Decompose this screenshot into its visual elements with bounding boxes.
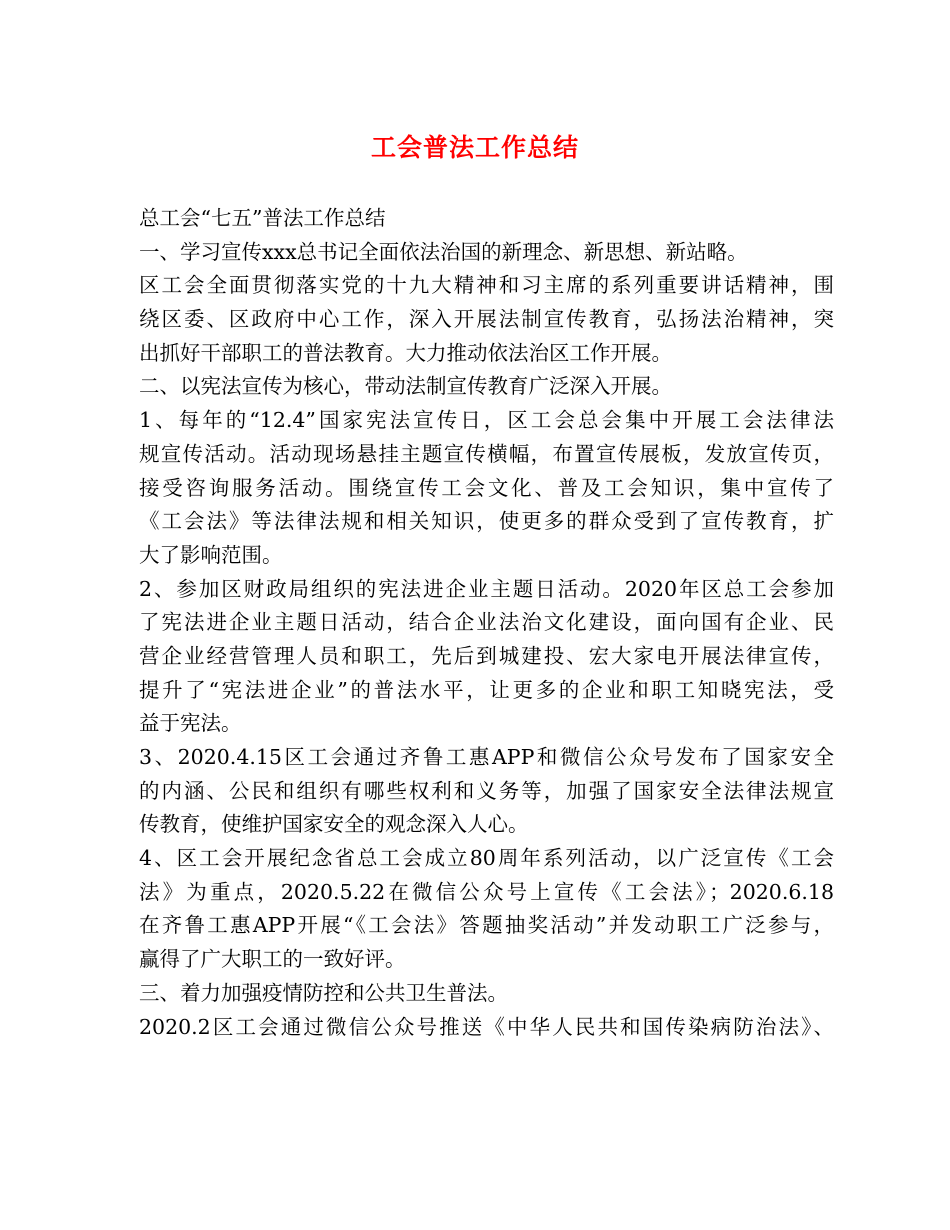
document-title: 工会普法工作总结 (370, 133, 579, 162)
paragraph-line: 赢得了广大职工的一致好评。 (139, 947, 406, 972)
paragraph-line: 营企业经营管理人员和职工，先后到城建投、宏大家电开展法律宣传， (139, 643, 834, 668)
paragraph-line: 2、参加区财政局组织的宪法进企业主题日活动。2020年区总工会参加 (139, 576, 834, 601)
paragraph-line: 4、区工会开展纪念省总工会成立80周年系列活动，以广泛宣传《工会 (139, 846, 834, 871)
paragraph-line: 出抓好干部职工的普法教育。大力推动依法治区工作开展。 (139, 340, 672, 365)
paragraph-line: 1、每年的“12.4”国家宪法宣传日，区工会总会集中开展工会法律法 (139, 408, 834, 433)
paragraph-line: 2020.2区工会通过微信公众号推送《中华人民共和国传染病防治法》、 (139, 1014, 834, 1039)
paragraph-line: 大了影响范围。 (139, 542, 283, 567)
paragraph-line: 《工会法》等法律法规和相关知识，使更多的群众受到了宣传教育，扩 (139, 509, 834, 534)
paragraph-line: 接受咨询服务活动。围绕宣传工会文化、普及工会知识，集中宣传了 (139, 475, 834, 500)
paragraph-line: 益于宪法。 (139, 711, 242, 736)
paragraph-line: 绕区委、区政府中心工作，深入开展法制宣传教育，弘扬法治精神，突 (139, 307, 834, 332)
paragraph-line: 区工会全面贯彻落实党的十九大精神和习主席的系列重要讲话精神，围 (139, 273, 834, 298)
document-body (139, 202, 834, 1044)
paragraph-line: 的内涵、公民和组织有哪些权利和义务等，加强了国家安全法律法规宣 (139, 778, 834, 803)
paragraph-line: 传教育，使维护国家安全的观念深入人心。 (139, 812, 529, 837)
paragraph-line: 三、着力加强疫情防控和公共卫生普法。 (139, 980, 508, 1005)
paragraph-line: 一、学习宣传xxx总书记全面依法治国的新理念、新思想、新站略。 (139, 239, 748, 264)
paragraph-line: 在齐鲁工惠APP开展“《工会法》答题抽奖活动”并发动职工广泛参与， (139, 913, 834, 938)
paragraph-line: 了宪法进企业主题日活动，结合企业法治文化建设，面向国有企业、民 (139, 610, 834, 635)
paragraph-line: 3、2020.4.15区工会通过齐鲁工惠APP和微信公众号发布了国家安全 (139, 745, 834, 769)
paragraph-line: 法》为重点，2020.5.22在微信公众号上宣传《工会法》；2020.6.18 (139, 879, 834, 904)
paragraph-line: 规宣传活动。活动现场悬挂主题宣传横幅，布置宣传展板，发放宣传页， (139, 441, 834, 466)
paragraph-line: 二、以宪法宣传为核心，带动法制宣传教育广泛深入开展。 (139, 374, 672, 399)
paragraph-line: 总工会“七五”普法工作总结 (139, 206, 386, 230)
paragraph-line: 提升了“宪法进企业”的普法水平，让更多的企业和职工知晓宪法，受 (139, 677, 834, 702)
